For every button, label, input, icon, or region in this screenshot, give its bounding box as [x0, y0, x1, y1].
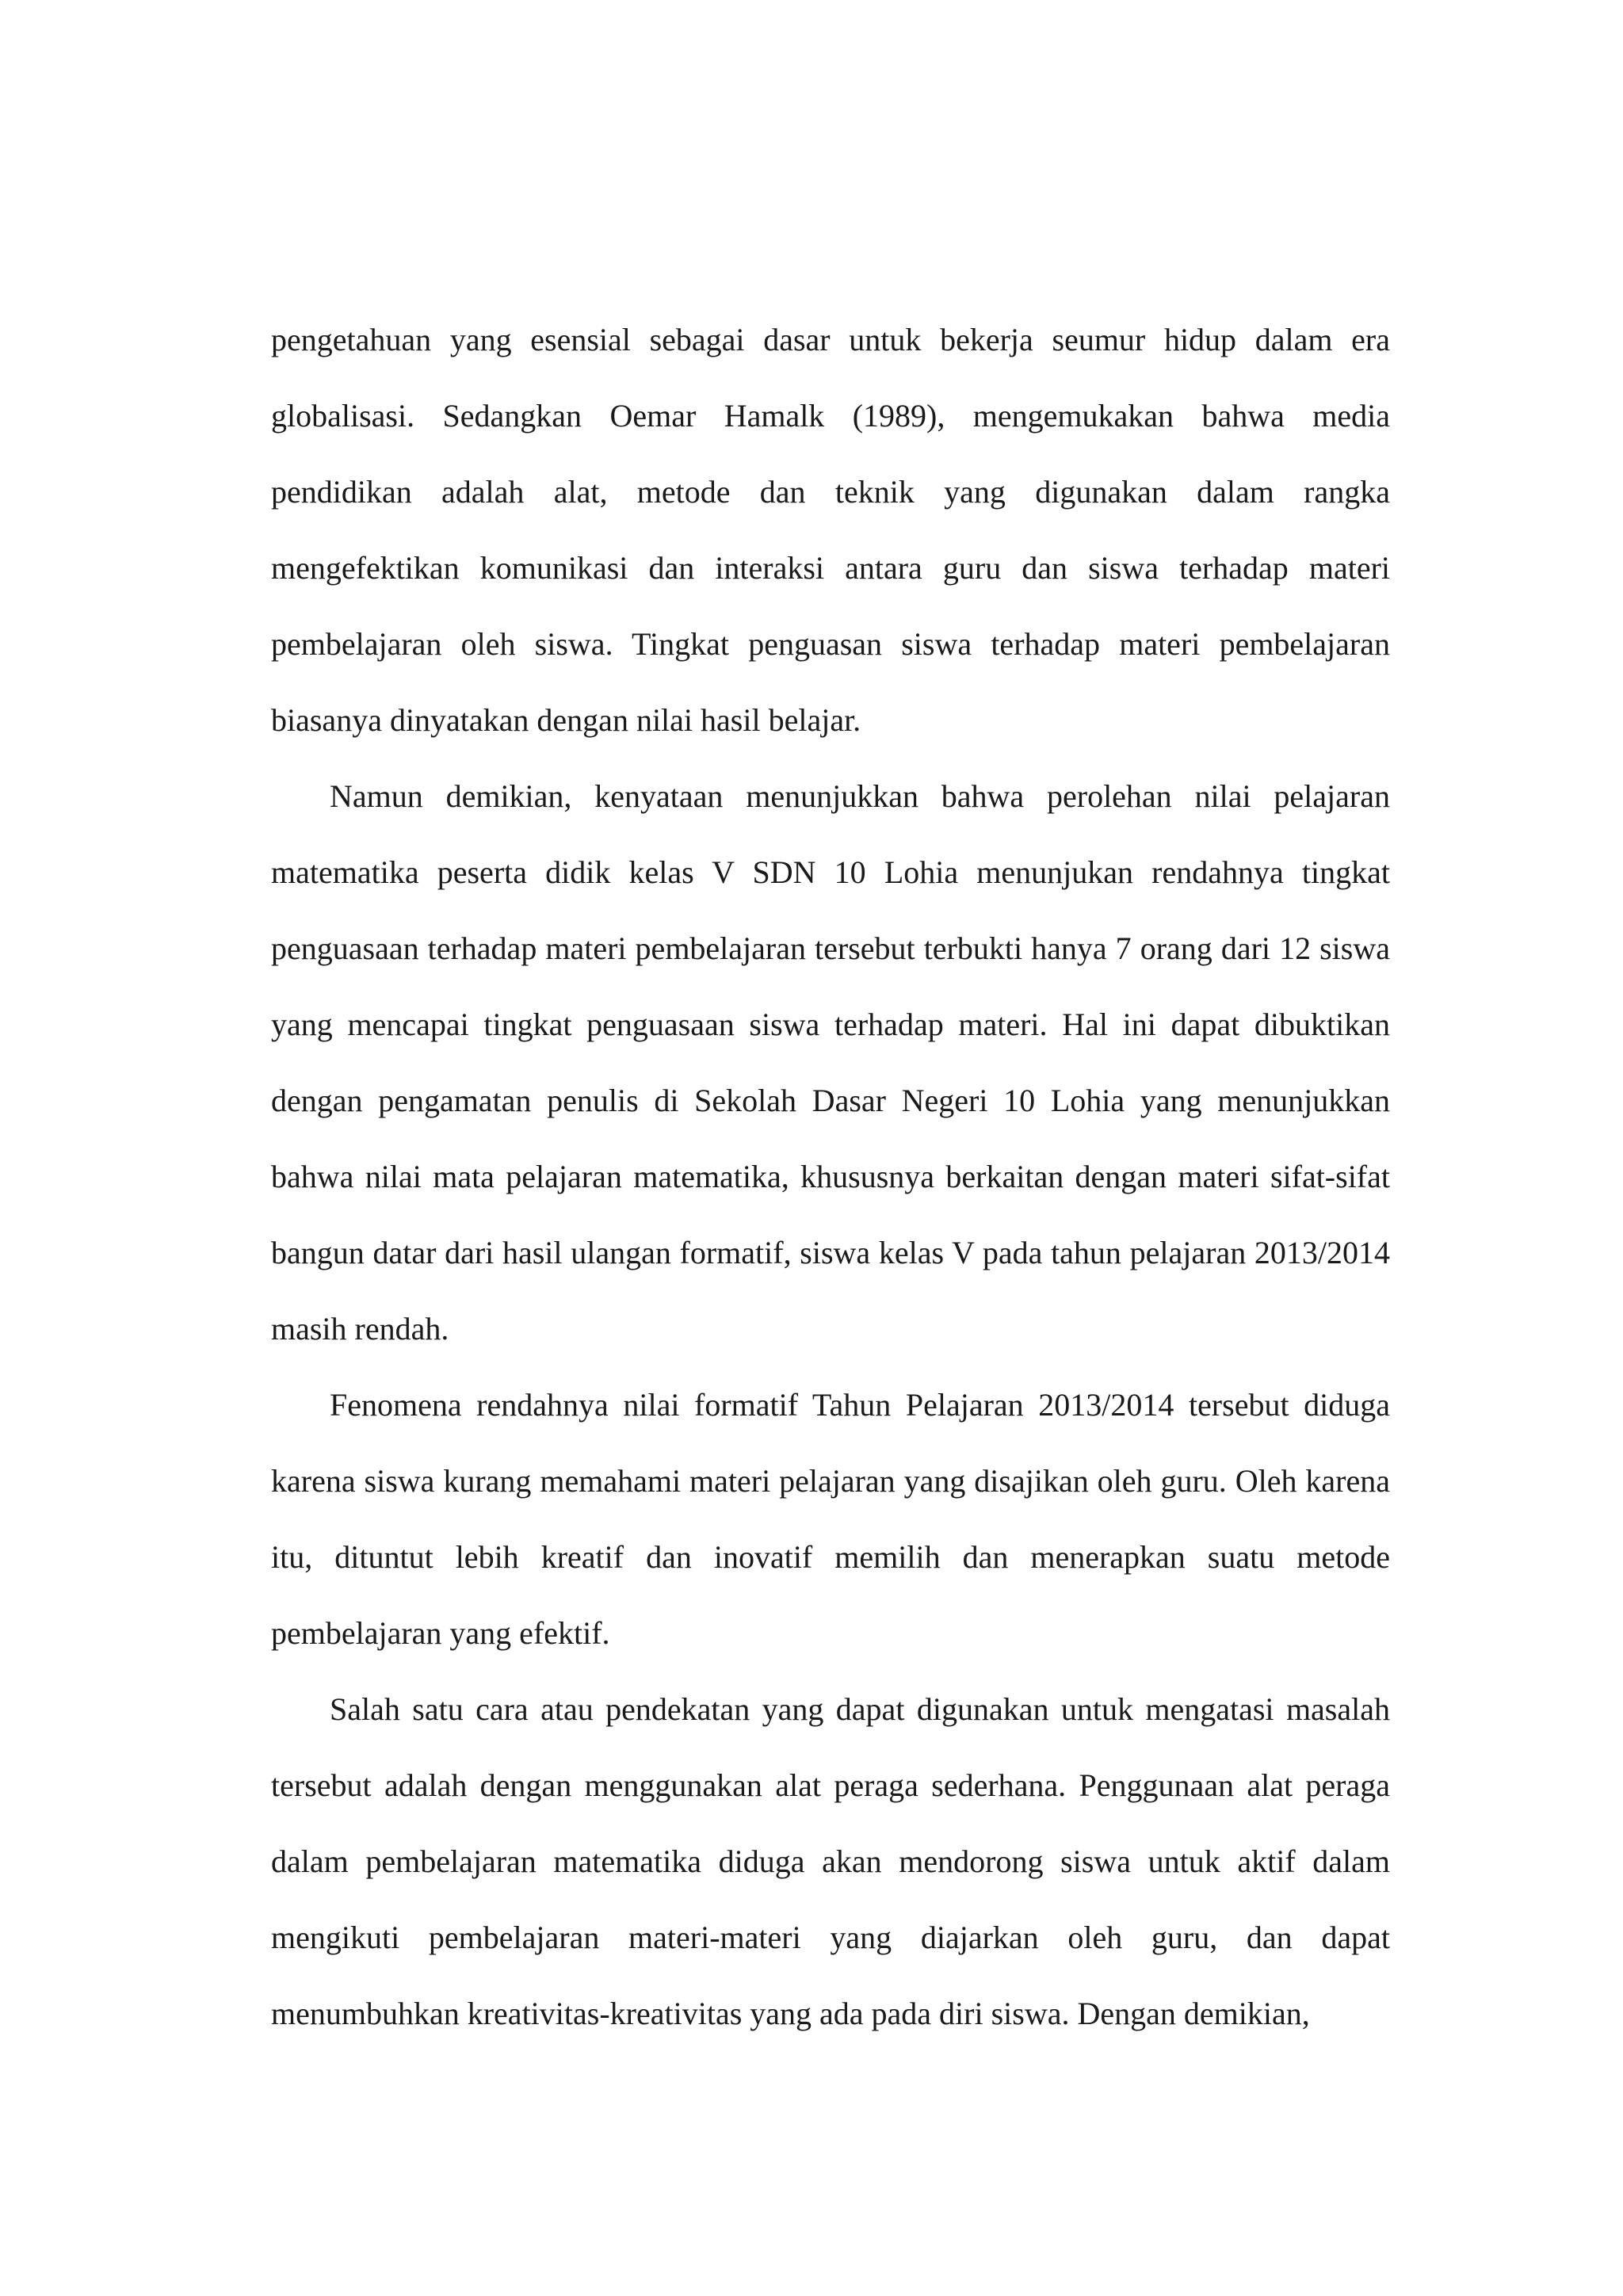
paragraph-2: Namun demikian, kenyataan menunjukkan bahwa perolehan nilai pelajaran matematika peserta didik kelas V SDN 10 Lohia menunjukan rendahnya tingkat penguasaan terhadap materi pembelajaran tersebut terbukti hanya 7 orang dari 12 siswa yang mencapai tingkat penguasaan siswa terhadap materi. Hal ini dapat dibuktikan dengan pengamatan penulis di Sekolah Dasar Negeri 10 Lohia yang menunjukkan bahwa nilai mata pelajaran matematika, khususnya berkaitan dengan materi sifat-sifat bangun datar dari hasil ulangan formatif, siswa kelas V pada tahun pelajaran 2013/2014 masih rendah. — [271, 778, 1390, 1347]
paragraph-4: Salah satu cara atau pendekatan yang dapat digunakan untuk mengatasi masalah tersebut adalah dengan menggunakan alat peraga sederhana. Penggunaan alat peraga dalam pembelajaran matematika diduga akan mendorong siswa untuk aktif dalam mengikuti pembelajaran materi-materi yang diajarkan oleh guru, dan dapat menumbuhkan kreativitas-kreativitas yang ada pada diri siswa. Dengan demikian, — [271, 1691, 1390, 2031]
paragraph-3: Fenomena rendahnya nilai formatif Tahun Pelajaran 2013/2014 tersebut diduga karena siswa kurang memahami materi pelajaran yang disajikan oleh guru. Oleh karena itu, dituntut lebih kreatif dan inovatif memilih dan menerapkan suatu metode pembelajaran yang efektif. — [271, 1387, 1390, 1651]
paragraph-1: pengetahuan yang esensial sebagai dasar untuk bekerja seumur hidup dalam era globalisasi. Sedangkan Oemar Hamalk (1989), mengemukakan bahwa media pendidikan adalah alat, metode dan teknik yang digunakan dalam rangka mengefektikan komunikasi dan interaksi antara guru dan siswa terhadap materi pembelajaran oleh siswa. Tingkat penguasan siswa terhadap materi pembelajaran biasanya dinyatakan dengan nilai hasil belajar. — [271, 322, 1390, 738]
body-text — [271, 302, 1390, 2052]
